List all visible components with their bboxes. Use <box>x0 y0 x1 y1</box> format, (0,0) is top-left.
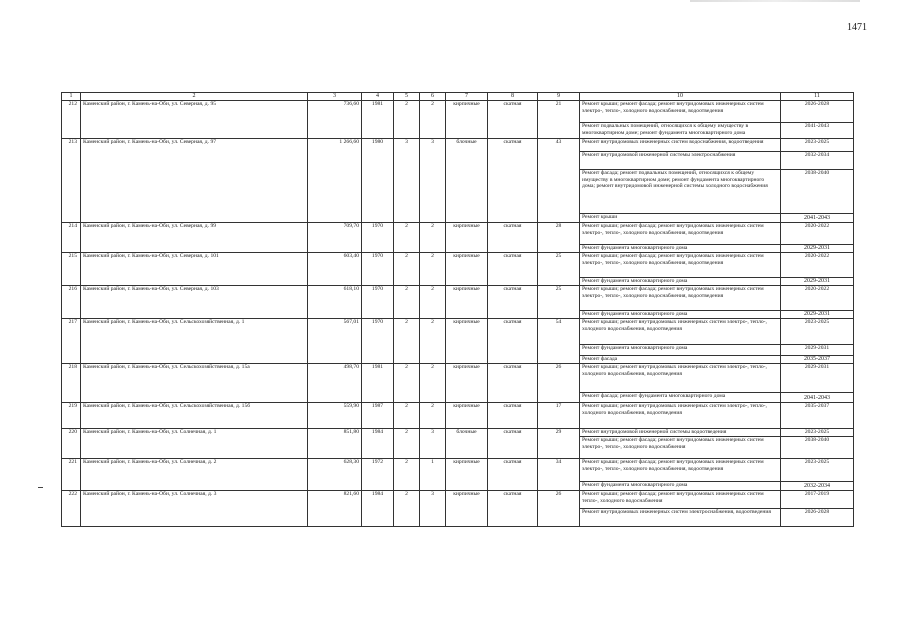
roof-type-cell: скатная <box>488 429 538 459</box>
period-cell: 2029-2031 <box>781 364 854 393</box>
floors-cell: 2 <box>394 491 420 527</box>
year-cell: 1984 <box>362 429 394 459</box>
work-description-cell: Ремонт крыши; ремонт фасада; ремонт внутридомовых инженерных систем электро-, тепло-, холодного водоснабжения, водоотведения <box>580 101 781 123</box>
entrances-cell: 3 <box>420 429 446 459</box>
work-description-cell: Ремонт внутридомовой инженерной системы электроснабжения <box>580 152 781 170</box>
work-description-cell: Ремонт внутридомовых инженерных систем водоснабжения, водоотведения <box>580 139 781 152</box>
area-cell: 628,30 <box>308 459 362 491</box>
residents-cell: 25 <box>538 286 580 319</box>
entrances-cell: 3 <box>420 491 446 527</box>
floors-cell: 2 <box>394 403 420 429</box>
address-cell: Каменский район, г. Камень-на-Оби, ул. Северная, д. 99 <box>81 223 308 253</box>
work-description-cell: Ремонт фундамента многоквартирного дома <box>580 311 781 319</box>
entrances-cell: 2 <box>420 286 446 319</box>
entrances-cell: 2 <box>420 319 446 364</box>
period-cell: 2041-2043 <box>781 393 854 403</box>
area-cell: 709,70 <box>308 223 362 253</box>
table-row <box>62 491 854 509</box>
row-number: 213 <box>62 139 81 223</box>
roof-type-cell: скатная <box>488 286 538 319</box>
header-row <box>62 93 854 101</box>
table-row <box>62 429 854 437</box>
table-row <box>62 364 854 393</box>
address-cell: Каменский район, г. Камень-на-Оби, ул. Солнечная, д. 2 <box>81 459 308 491</box>
floors-cell: 2 <box>394 429 420 459</box>
work-description-cell: Ремонт крыши; ремонт фасада; ремонт внутридомовых инженерных систем электро-, тепло-, холодного водоснабжения, водоотведения <box>580 286 781 311</box>
floors-cell: 2 <box>394 319 420 364</box>
year-cell: 1972 <box>362 459 394 491</box>
table-row <box>62 101 854 123</box>
area-cell: 1 266,60 <box>308 139 362 223</box>
wall-material-cell: кирпичные <box>446 101 488 139</box>
residents-cell: 26 <box>538 491 580 527</box>
residents-cell: 34 <box>538 459 580 491</box>
period-cell: 2023-2025 <box>781 459 854 482</box>
row-number: 218 <box>62 364 81 403</box>
residents-cell: 29 <box>538 429 580 459</box>
row-number: 219 <box>62 403 81 429</box>
column-header-3: 3 <box>308 93 362 101</box>
floors-cell: 3 <box>394 139 420 223</box>
table-row <box>62 139 854 152</box>
entrances-cell: 1 <box>420 459 446 491</box>
area-cell: 498,70 <box>308 364 362 403</box>
period-cell: 2038-2040 <box>781 170 854 214</box>
floors-cell: 2 <box>394 459 420 491</box>
period-cell: 2026-2028 <box>781 509 854 527</box>
floors-cell: 2 <box>394 223 420 253</box>
year-cell: 1970 <box>362 286 394 319</box>
wall-material-cell: блочные <box>446 429 488 459</box>
work-description-cell: Ремонт фасада; ремонт фундамента многоквартирного дома <box>580 393 781 403</box>
work-description-cell: Ремонт подвальных помещений, относящихся к общему имуществу в многоквартирном доме; ремонт фундамента многоквартирного дома <box>580 123 781 139</box>
row-number: 215 <box>62 253 81 286</box>
area-cell: 559,90 <box>308 403 362 429</box>
page-number: 1471 <box>847 22 867 33</box>
entrances-cell: 2 <box>420 253 446 286</box>
address-cell: Каменский район, г. Камень-на-Оби, ул. Солнечная, д. 3 <box>81 491 308 527</box>
residents-cell: 17 <box>538 403 580 429</box>
wall-material-cell: кирпичные <box>446 364 488 403</box>
year-cell: 1970 <box>362 223 394 253</box>
row-number: 212 <box>62 101 81 139</box>
work-description-cell: Ремонт фасада; ремонт подвальных помещений, относящихся к общему имуществу в многоквартирном доме; ремонт фундамента многоквартирного дома; ремонт внутридомовой инженерной системы холодного водоснабжения <box>580 170 781 214</box>
work-description-cell: Ремонт крыши; ремонт фасада; ремонт внутридомовых инженерных систем электро-, тепло-, холодного водоснабжения, водоотведения <box>580 253 781 278</box>
period-cell: 2029-2031 <box>781 278 854 286</box>
year-cell: 1981 <box>362 101 394 139</box>
margin-mark <box>38 487 43 488</box>
column-header-11: 11 <box>781 93 854 101</box>
column-header-10: 10 <box>580 93 781 101</box>
floors-cell: 2 <box>394 286 420 319</box>
row-number: 221 <box>62 459 81 491</box>
entrances-cell: 2 <box>420 403 446 429</box>
entrances-cell: 2 <box>420 364 446 403</box>
row-number: 216 <box>62 286 81 319</box>
roof-type-cell: скатная <box>488 253 538 286</box>
work-description-cell: Ремонт фасада <box>580 356 781 364</box>
entrances-cell: 2 <box>420 223 446 253</box>
period-cell: 2029-2031 <box>781 245 854 253</box>
address-cell: Каменский район, г. Камень-на-Оби, ул. Северная, д. 95 <box>81 101 308 139</box>
address-cell: Каменский район, г. Камень-на-Оби, ул. Сельскохозяйственная, д. 15а <box>81 364 308 403</box>
column-header-6: 6 <box>420 93 446 101</box>
floors-cell: 2 <box>394 101 420 139</box>
year-cell: 1987 <box>362 403 394 429</box>
period-cell: 2020-2022 <box>781 223 854 245</box>
wall-material-cell: кирпичные <box>446 223 488 253</box>
address-cell: Каменский район, г. Камень-на-Оби, ул. Северная, д. 103 <box>81 286 308 319</box>
period-cell: 2032-2034 <box>781 152 854 170</box>
wall-material-cell: кирпичные <box>446 491 488 527</box>
table-row <box>62 459 854 482</box>
year-cell: 1980 <box>362 139 394 223</box>
table-row <box>62 403 854 429</box>
wall-material-cell: кирпичные <box>446 403 488 429</box>
residents-cell: 54 <box>538 319 580 364</box>
entrances-cell: 3 <box>420 139 446 223</box>
work-description-cell: Ремонт внутридомовых инженерных систем электроснабжения, водоотведения <box>580 509 781 527</box>
address-cell: Каменский район, г. Камень-на-Оби, ул. Сельскохозяйственная, д. 15б <box>81 403 308 429</box>
wall-material-cell: кирпичные <box>446 253 488 286</box>
address-cell: Каменский район, г. Камень-на-Оби, ул. Сельскохозяйственная, д. 1 <box>81 319 308 364</box>
work-description-cell: Ремонт крыши; ремонт фасада; ремонт внутридомовых инженерных систем электро-, тепло-, холодного водоснабжения <box>580 437 781 459</box>
residents-cell: 26 <box>538 364 580 403</box>
work-description-cell: Ремонт фундамента многоквартирного дома <box>580 278 781 286</box>
row-number: 222 <box>62 491 81 527</box>
area-cell: 851,80 <box>308 429 362 459</box>
roof-type-cell: скатная <box>488 101 538 139</box>
roof-type-cell: скатная <box>488 139 538 223</box>
work-description-cell: Ремонт внутридомовой инженерной системы водоотведения <box>580 429 781 437</box>
column-header-1: 1 <box>62 93 81 101</box>
work-description-cell: Ремонт крыши; ремонт внутридомовых инженерных систем электро-, тепло-, холодного водоснабжения, водоотведения <box>580 364 781 393</box>
period-cell: 2017-2019 <box>781 491 854 509</box>
roof-type-cell: скатная <box>488 319 538 364</box>
year-cell: 1981 <box>362 364 394 403</box>
column-header-2: 2 <box>81 93 308 101</box>
period-cell: 2032-2034 <box>781 482 854 491</box>
period-cell: 2020-2022 <box>781 286 854 311</box>
period-cell: 2041-2043 <box>781 214 854 223</box>
address-cell: Каменский район, г. Камень-на-Оби, ул. Северная, д. 97 <box>81 139 308 223</box>
floors-cell: 2 <box>394 253 420 286</box>
row-number: 217 <box>62 319 81 364</box>
roof-type-cell: скатная <box>488 364 538 403</box>
work-description-cell: Ремонт крыши; ремонт фасада; ремонт внутридомовых инженерных систем тепло-, холодного водоснабжения <box>580 491 781 509</box>
table-row <box>62 319 854 345</box>
table-row <box>62 286 854 311</box>
wall-material-cell: кирпичные <box>446 286 488 319</box>
roof-type-cell: скатная <box>488 223 538 253</box>
work-description-cell: Ремонт крыши; ремонт фасада; ремонт внутридомовых инженерных систем электро-, тепло-, холодного водоснабжения, водоотведения <box>580 223 781 245</box>
period-cell: 2023-2025 <box>781 429 854 437</box>
area-cell: 736,60 <box>308 101 362 139</box>
work-description-cell: Ремонт крыши; ремонт внутридомовых инженерных систем электро-, тепло-, холодного водоснабжения, водоотведения <box>580 319 781 345</box>
period-cell: 2035-2037 <box>781 356 854 364</box>
year-cell: 1970 <box>362 319 394 364</box>
area-cell: 567,01 <box>308 319 362 364</box>
repair-schedule-table <box>61 92 854 527</box>
roof-type-cell: скатная <box>488 491 538 527</box>
column-header-7: 7 <box>446 93 488 101</box>
residents-cell: 25 <box>538 253 580 286</box>
entrances-cell: 2 <box>420 101 446 139</box>
work-description-cell: Ремонт фундамента многоквартирного дома <box>580 482 781 491</box>
table-body <box>62 101 854 527</box>
year-cell: 1970 <box>362 253 394 286</box>
row-number: 220 <box>62 429 81 459</box>
period-cell: 2029-2031 <box>781 311 854 319</box>
area-cell: 618,10 <box>308 286 362 319</box>
table-row <box>62 223 854 245</box>
period-cell: 2023-2025 <box>781 319 854 345</box>
period-cell: 2041-2043 <box>781 123 854 139</box>
roof-type-cell: скатная <box>488 403 538 429</box>
period-cell: 2026-2028 <box>781 101 854 123</box>
wall-material-cell: кирпичные <box>446 319 488 364</box>
residents-cell: 43 <box>538 139 580 223</box>
year-cell: 1984 <box>362 491 394 527</box>
residents-cell: 21 <box>538 101 580 139</box>
column-header-8: 8 <box>488 93 538 101</box>
work-description-cell: Ремонт фундамента многоквартирного дома <box>580 345 781 356</box>
work-description-cell: Ремонт фундамента многоквартирного дома <box>580 245 781 253</box>
address-cell: Каменский район, г. Камень-на-Оби, ул. Солнечная, д. 1 <box>81 429 308 459</box>
column-header-4: 4 <box>362 93 394 101</box>
period-cell: 2038-2040 <box>781 437 854 459</box>
work-description-cell: Ремонт крыши <box>580 214 781 223</box>
period-cell: 2020-2022 <box>781 253 854 278</box>
row-number: 214 <box>62 223 81 253</box>
period-cell: 2035-2037 <box>781 403 854 429</box>
table-row <box>62 253 854 278</box>
column-header-9: 9 <box>538 93 580 101</box>
period-cell: 2023-2025 <box>781 139 854 152</box>
column-header-5: 5 <box>394 93 420 101</box>
area-cell: 821,60 <box>308 491 362 527</box>
work-description-cell: Ремонт крыши; ремонт внутридомовых инженерных систем электро-, тепло-, холодного водоснабжения, водоотведения <box>580 403 781 429</box>
wall-material-cell: кирпичные <box>446 459 488 491</box>
roof-type-cell: скатная <box>488 459 538 491</box>
work-description-cell: Ремонт крыши; ремонт фасада; ремонт внутридомовых инженерных систем электро-, тепло-, холодного водоснабжения, водоотведения <box>580 459 781 482</box>
address-cell: Каменский район, г. Камень-на-Оби, ул. Северная, д. 101 <box>81 253 308 286</box>
residents-cell: 28 <box>538 223 580 253</box>
scan-artifact <box>690 0 860 2</box>
area-cell: 603,40 <box>308 253 362 286</box>
period-cell: 2029-2031 <box>781 345 854 356</box>
wall-material-cell: блочные <box>446 139 488 223</box>
floors-cell: 2 <box>394 364 420 403</box>
